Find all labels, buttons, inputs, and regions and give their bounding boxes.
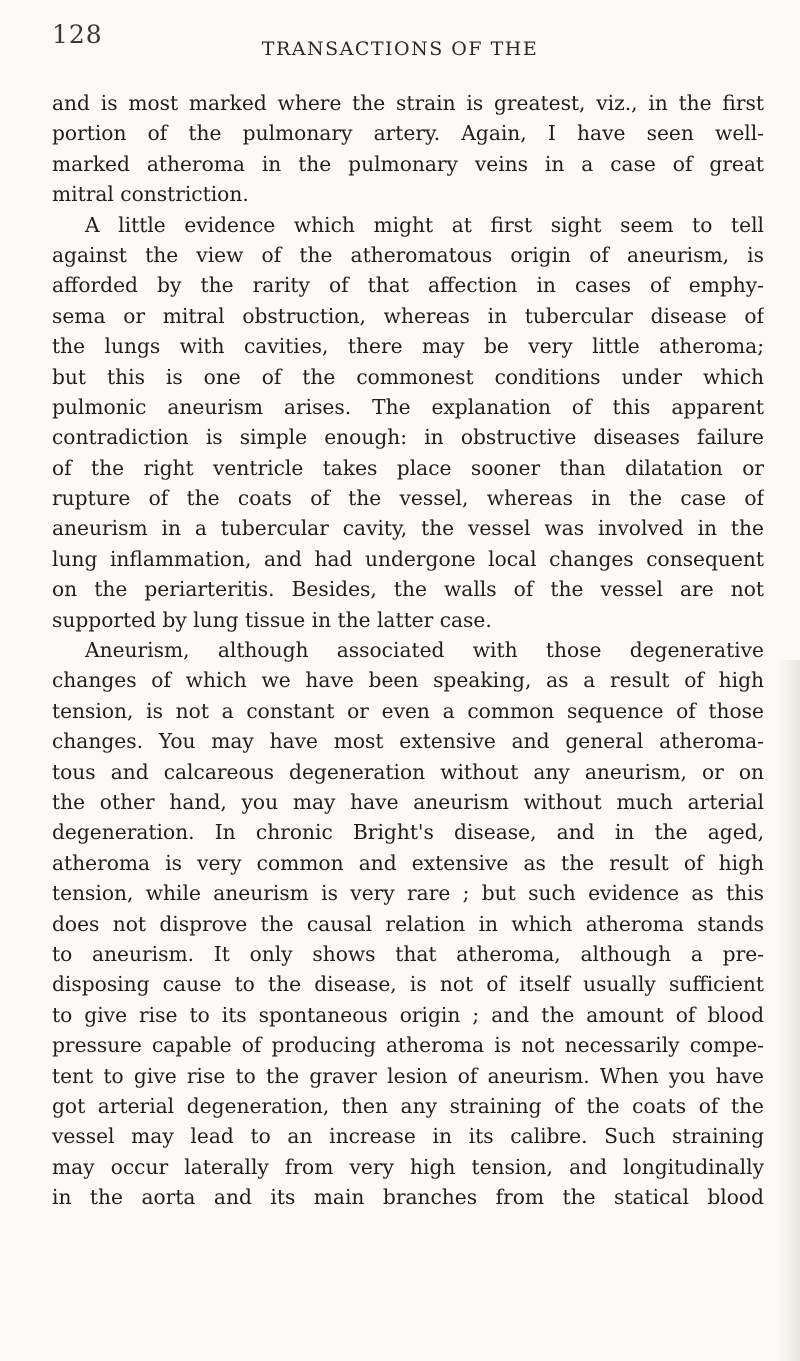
text-line: afforded by the rarity of that affection in cases of emphy-: [52, 273, 764, 298]
text-line: lung inflammation, and had undergone local changes consequent: [52, 546, 764, 571]
text-line: the lungs with cavities, there may be very little atheroma;: [52, 334, 764, 359]
text-line: may occur laterally from very high tension, and longitudinally: [52, 1154, 764, 1179]
text-line: degeneration. In chronic Bright's disease, and in the aged,: [52, 820, 764, 845]
text-line: pressure capable of producing atheroma is not necessarily compe-: [52, 1033, 764, 1058]
text-line: in the aorta and its main branches from the statical blood: [52, 1185, 764, 1210]
text-line: of the right ventricle takes place sooner than dilatation or: [52, 455, 764, 480]
text-line: does not disprove the causal relation in which atheroma stands: [52, 911, 764, 936]
text-line: vessel may lead to an increase in its calibre. Such straining: [52, 1124, 764, 1149]
text-line: got arterial degeneration, then any straining of the coats of the: [52, 1093, 764, 1118]
running-head: TRANSACTIONS OF THE: [261, 38, 539, 60]
text-line: aneurism in a tubercular cavity, the vessel was involved in the: [52, 516, 764, 541]
text-line: disposing cause to the disease, is not of itself usually sufficient: [52, 972, 764, 997]
text-line: but this is one of the commonest conditions under which: [52, 364, 764, 389]
text-line: portion of the pulmonary artery. Again, I have seen well-: [52, 121, 764, 146]
text-line: on the periarteritis. Besides, the walls of the vessel are not: [52, 577, 764, 602]
text-line: the other hand, you may have aneurism without much arterial: [52, 789, 764, 814]
text-line: Aneurism, although associated with those degenerative: [85, 638, 764, 663]
page-edge-shadow: [778, 660, 800, 1361]
text-line: to aneurism. It only shows that atheroma, although a pre-: [52, 941, 764, 966]
text-line: tension, while aneurism is very rare ; but such evidence as this: [52, 881, 764, 906]
text-line: tent to give rise to the graver lesion of aneurism. When you have: [52, 1063, 764, 1088]
text-line: contradiction is simple enough: in obstructive diseases failure: [52, 425, 764, 450]
text-line: rupture of the coats of the vessel, whereas in the case of: [52, 486, 764, 511]
text-line: against the view of the atheromatous origin of aneurism, is: [52, 242, 764, 267]
text-line: and is most marked where the strain is greatest, viz., in the first: [52, 91, 764, 115]
text-line: atheroma is very common and extensive as the result of high: [52, 850, 764, 875]
body-text: [52, 88, 764, 1212]
text-line: mitral constriction.: [52, 182, 249, 207]
text-line: changes of which we have been speaking, as a result of high: [52, 668, 764, 693]
page-number: 128: [52, 20, 103, 49]
text-line: sema or mitral obstruction, whereas in tubercular disease of: [52, 303, 764, 328]
text-line: to give rise to its spontaneous origin ; and the amount of blood: [52, 1002, 764, 1027]
text-line: tous and calcareous degeneration without any aneurism, or on: [52, 759, 764, 784]
text-line: tension, is not a constant or even a common sequence of those: [52, 698, 764, 723]
text-line: marked atheroma in the pulmonary veins in a case of great: [52, 151, 764, 176]
text-line: pulmonic aneurism arises. The explanation of this apparent: [52, 394, 764, 419]
text-line: supported by lung tissue in the latter case.: [52, 607, 492, 632]
text-line: changes. You may have most extensive and general atheroma-: [52, 729, 764, 754]
text-line: A little evidence which might at first sight seem to tell: [85, 212, 764, 237]
